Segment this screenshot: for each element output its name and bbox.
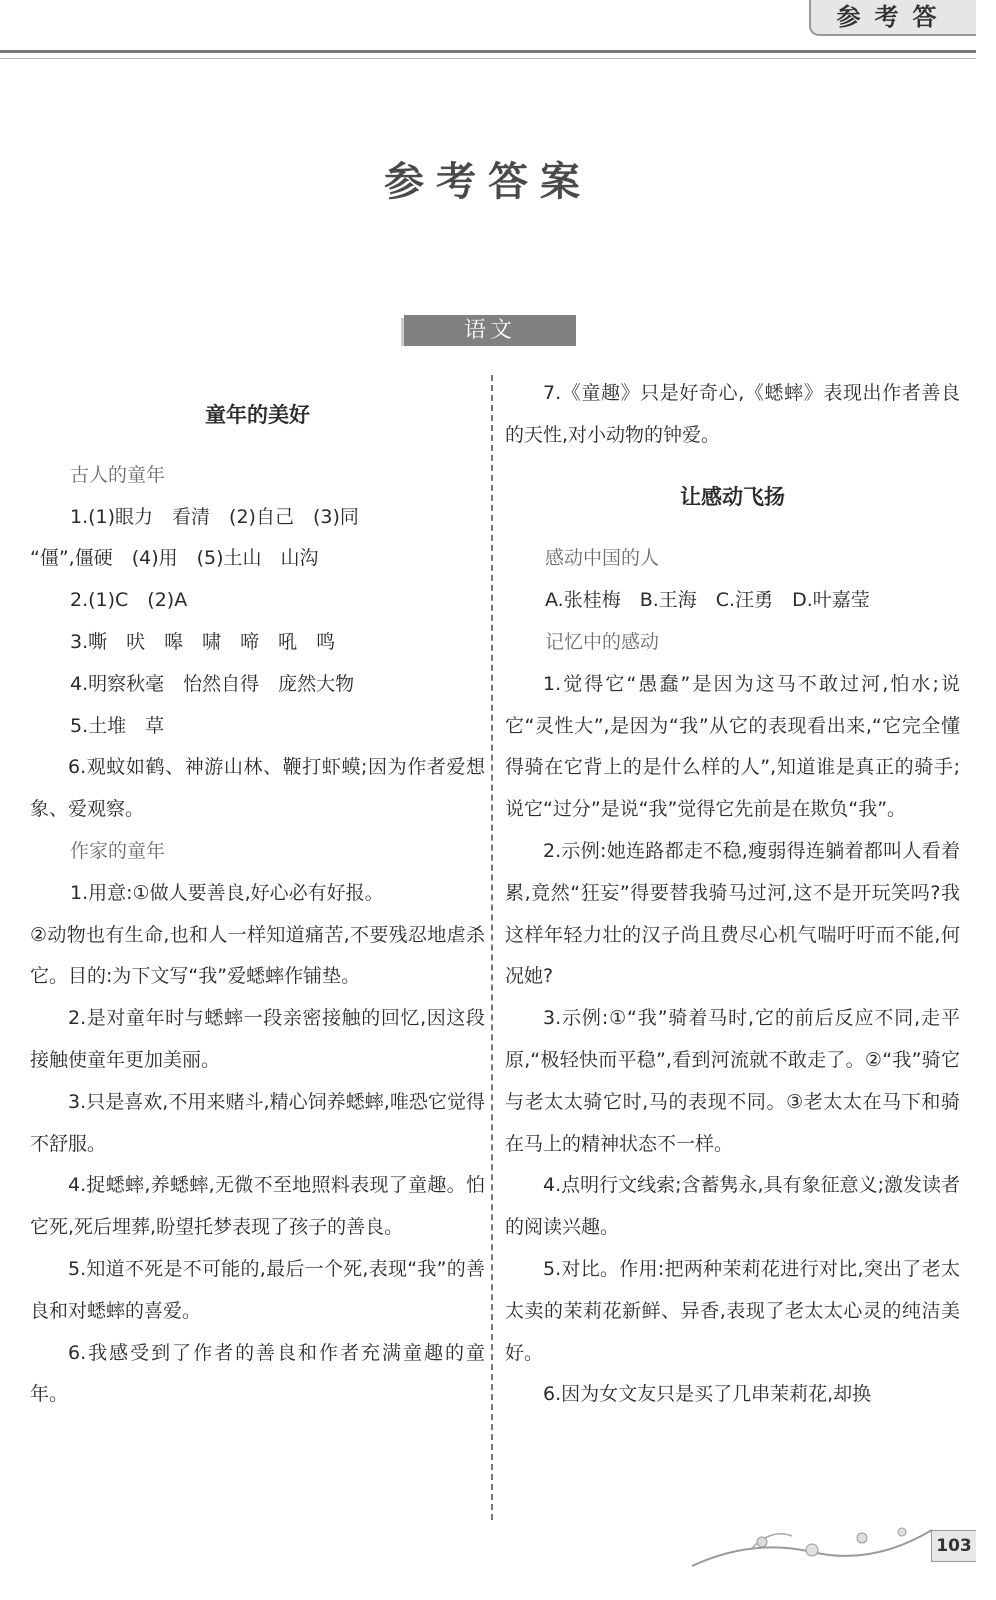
subject-banner: 语文 (404, 315, 576, 346)
header-rule (0, 50, 976, 53)
answer-paragraph: 2.示例:她连路都走不稳,瘦弱得连躺着都叫人看着累,竟然“狂妄”得要替我骑马过河,这不是开玩笑吗?我这样年轻力壮的汉子尚且费尽心机气喘吁吁而不能,何况她? (505, 839, 960, 988)
plum-blossom-decoration (692, 1508, 932, 1568)
answer-paragraph: 5.知道不死是不可能的,最后一个死,表现“我”的善良和对蟋蟀的喜爱。 (30, 1257, 485, 1322)
answer-paragraph: 3.示例:①“我”骑着马时,它的前后反应不同,走平原,“极轻快而平稳”,看到河流就不敢走了。②“我”骑它与老太太骑它时,马的表现不同。③老太太在马下和骑在马上的精神状态不一样。 (505, 1007, 960, 1155)
answer-line: “僵”,僵硬 (4)用 (5)土山 山沟 (30, 547, 319, 570)
header-tab: 参考答 (809, 0, 976, 36)
answer-line: 4.明察秋毫 怡然自得 庞然大物 (70, 672, 355, 695)
answer-paragraph: 4.点明行文线索;含蓄隽永,具有象征意义;激发读者的阅读兴趣。 (505, 1174, 960, 1239)
answer-paragraph: 5.对比。作用:把两种茉莉花进行对比,突出了老太太卖的茉莉花新鲜、异香,表现了老太太心灵的纯洁美好。 (505, 1257, 960, 1364)
answer-paragraph: 6.我感受到了作者的善良和作者充满童趣的童年。 (30, 1341, 485, 1406)
section-title: 童年的美好 (205, 403, 310, 427)
section-title: 让感动飞扬 (680, 484, 785, 509)
page-number: 103 (931, 1530, 976, 1562)
answer-line: A.张桂梅 B.王海 C.汪勇 D.叶嘉莹 (545, 589, 870, 612)
subsection-heading: 记忆中的感动 (545, 630, 660, 653)
answer-paragraph: 2.是对童年时与蟋蟀一段亲密接触的回忆,因这段接触使童年更加美丽。 (30, 1007, 485, 1071)
answer-paragraph: ②动物也有生命,也和人一样知道痛苦,不要残忍地虐杀它。目的:为下文写“我”爱蟋蟀作铺垫。 (30, 923, 485, 988)
subsection-heading: 古人的童年 (70, 463, 166, 486)
left-column (30, 395, 485, 1416)
answer-line: 3.嘶 吠 嗥 啸 啼 吼 鸣 (70, 630, 336, 653)
column-divider (491, 375, 493, 1520)
answer-line: 2.(1)C (2)A (70, 589, 188, 612)
right-column (505, 373, 960, 1416)
header-rule-thin (0, 58, 976, 59)
answer-paragraph: 6.因为女文友只是买了几串茉莉花,却换 (543, 1383, 872, 1406)
subsection-heading: 作家的童年 (70, 839, 166, 862)
answer-paragraph: 1.觉得它“愚蠢”是因为这马不敢过河,怕水;说它“灵性大”,是因为“我”从它的表现看出来,“它完全懂得骑在它背上的是什么样的人”,知道谁是真正的骑手;说它“过分”是说“我”觉得它先前是在欺负“我”。 (505, 672, 960, 821)
answer-line: 5.土堆 草 (70, 714, 165, 737)
subsection-heading: 感动中国的人 (545, 547, 660, 570)
answer-line: 1.用意:①做人要善良,好心必有好报。 (70, 881, 384, 904)
page-title: 参考答案 (384, 158, 592, 205)
answer-paragraph: 4.捉蟋蟀,养蟋蟀,无微不至地照料表现了童趣。怕它死,死后埋葬,盼望托梦表现了孩子的善良。 (30, 1174, 485, 1239)
answer-paragraph: 6.观蚊如鹤、神游山林、鞭打虾蟆;因为作者爱想象、爱观察。 (30, 756, 485, 821)
answer-paragraph: 7.《童趣》只是好奇心,《蟋蟀》表现出作者善良的天性,对小动物的钟爱。 (505, 382, 960, 446)
answer-paragraph: 3.只是喜欢,不用来赌斗,精心饲养蟋蟀,唯恐它觉得不舒服。 (30, 1090, 485, 1155)
answer-line: 1.(1)眼力 看清 (2)自己 (3)同 (70, 505, 359, 528)
